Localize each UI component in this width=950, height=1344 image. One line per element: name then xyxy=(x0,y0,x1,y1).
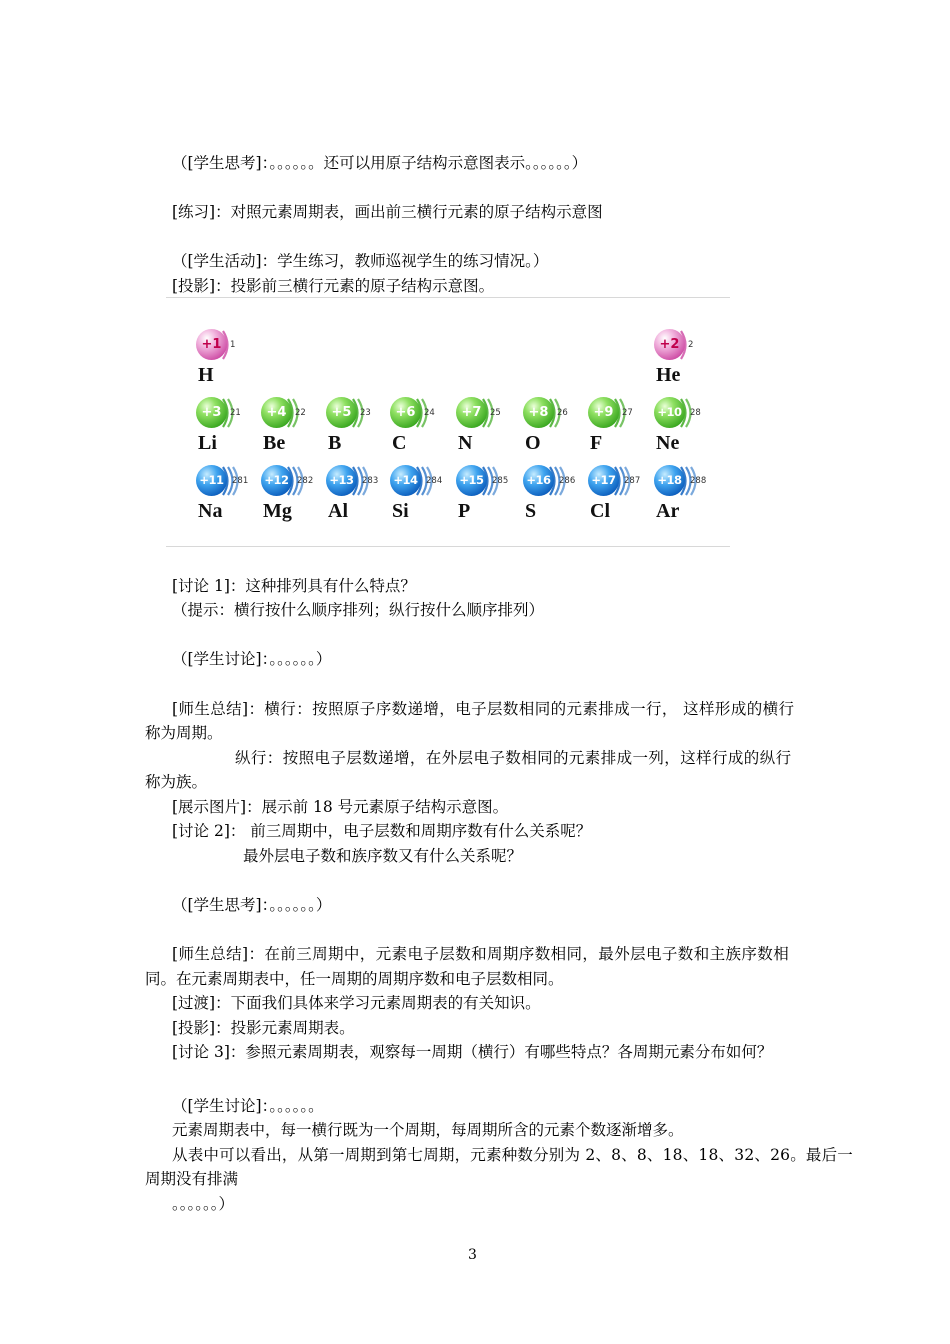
element-symbol: O xyxy=(525,432,541,454)
element-symbol: C xyxy=(392,432,407,454)
nucleus xyxy=(261,465,292,496)
atom-si xyxy=(390,465,452,533)
paragraph: 。。。。。。） xyxy=(172,1195,235,1213)
shell-electron-counts: 285 xyxy=(492,476,509,486)
nucleus xyxy=(456,397,487,428)
shell-electron-counts: 24 xyxy=(424,408,435,418)
shell-electron-counts: 286 xyxy=(559,476,576,486)
nuclear-charge: +15 xyxy=(459,473,484,487)
nucleus xyxy=(588,465,619,496)
nuclear-charge: +2 xyxy=(659,337,680,352)
shell-electron-counts: 22 xyxy=(295,408,306,418)
atom-he xyxy=(654,329,716,397)
paragraph: [讨论 3]：参照元素周期表，观察每一周期（横行）有哪些特点？各周期元素分布如何？ xyxy=(172,1043,773,1061)
paragraph: [师生总结]：在前三周期中，元素电子层数和周期序数相同，最外层电子数和主族序数相 xyxy=(172,945,790,963)
nucleus xyxy=(390,465,421,496)
atom-mg xyxy=(261,465,323,533)
paragraph: 从表中可以看出，从第一周期到第七周期，元素种数分别为 2、8、8、18、18、32、26。最后一 xyxy=(172,1146,854,1164)
shell-electron-counts: 284 xyxy=(426,476,443,486)
nuclear-charge: +4 xyxy=(266,405,287,420)
nuclear-charge: +18 xyxy=(657,473,682,487)
nuclear-charge: +1 xyxy=(201,337,222,352)
atom-li xyxy=(196,397,258,465)
nucleus xyxy=(326,465,357,496)
page-number: 3 xyxy=(468,1247,477,1263)
nucleus xyxy=(196,465,227,496)
atom-f xyxy=(588,397,650,465)
element-symbol: S xyxy=(525,500,537,522)
element-symbol: He xyxy=(656,364,681,386)
paragraph: （[学生思考]：。。。。。。） xyxy=(172,896,332,914)
atom-n xyxy=(456,397,518,465)
element-symbol: H xyxy=(198,364,214,386)
nucleus xyxy=(456,465,487,496)
atom-b xyxy=(326,397,388,465)
paragraph: 称为族。 xyxy=(145,773,208,791)
atom-ar xyxy=(654,465,716,533)
nuclear-charge: +10 xyxy=(657,405,682,419)
nucleus xyxy=(523,397,554,428)
atom-al xyxy=(326,465,388,533)
paragraph: [过渡]：下面我们具体来学习元素周期表的有关知识。 xyxy=(172,994,541,1012)
paragraph: 称为周期。 xyxy=(145,724,223,742)
element-symbol: Ar xyxy=(656,500,680,522)
paragraph: （[学生讨论]：。。。。。。） xyxy=(172,650,332,668)
element-symbol: B xyxy=(328,432,342,454)
atom-cl xyxy=(588,465,650,533)
nuclear-charge: +7 xyxy=(461,405,482,420)
atom-o xyxy=(523,397,585,465)
paragraph: 纵行：按照电子层数递增，在外层电子数相同的元素排成一列，这样行成的纵行 xyxy=(235,749,792,767)
nucleus xyxy=(588,397,619,428)
nucleus xyxy=(390,397,421,428)
element-symbol: Cl xyxy=(590,500,610,522)
shell-electron-counts: 287 xyxy=(624,476,641,486)
paragraph: 同。在元素周期表中，任一周期的周期序数和电子层数相同。 xyxy=(145,970,564,988)
nuclear-charge: +14 xyxy=(393,473,418,487)
element-symbol: Al xyxy=(328,500,348,522)
shell-electron-counts: 21 xyxy=(230,408,241,418)
shell-electron-counts: 282 xyxy=(297,476,314,486)
element-symbol: Na xyxy=(198,500,223,522)
nucleus xyxy=(654,465,685,496)
shell-electron-counts: 281 xyxy=(232,476,249,486)
nuclear-charge: +8 xyxy=(528,405,549,420)
shell-electron-counts: 283 xyxy=(362,476,379,486)
paragraph: （[学生思考]：。。。。。。还可以用原子结构示意图表示。。。。。。） xyxy=(172,154,588,172)
paragraph: [投影]：投影元素周期表。 xyxy=(172,1019,355,1037)
shell-electron-counts: 2 xyxy=(688,340,694,350)
nucleus xyxy=(654,397,685,428)
element-symbol: P xyxy=(458,500,471,522)
shell-electron-counts: 28 xyxy=(690,408,701,418)
nuclear-charge: +13 xyxy=(329,473,354,487)
figure-top-rule xyxy=(166,297,730,298)
atomic-structure-figure xyxy=(166,297,730,547)
element-symbol: Si xyxy=(392,500,409,522)
nuclear-charge: +11 xyxy=(199,473,224,487)
shell-electron-counts: 1 xyxy=(230,340,236,350)
nucleus xyxy=(523,465,554,496)
nucleus xyxy=(196,397,227,428)
paragraph: [师生总结]：横行：按照原子序数递增，电子层数相同的元素排成一行， 这样形成的横行 xyxy=(172,700,795,718)
paragraph: （提示：横行按什么顺序排列；纵行按什么顺序排列） xyxy=(172,601,545,619)
paragraph: [讨论 1]：这种排列具有什么特点？ xyxy=(172,577,416,595)
figure-bottom-rule xyxy=(166,546,730,547)
element-symbol: F xyxy=(590,432,603,454)
atom-na xyxy=(196,465,258,533)
nuclear-charge: +16 xyxy=(526,473,551,487)
nuclear-charge: +6 xyxy=(395,405,416,420)
nuclear-charge: +3 xyxy=(201,405,222,420)
atom-p xyxy=(456,465,518,533)
paragraph: 最外层电子数和族序数又有什么关系呢？ xyxy=(243,847,523,865)
nuclear-charge: +5 xyxy=(331,405,352,420)
nucleus xyxy=(196,329,227,360)
element-symbol: N xyxy=(458,432,473,454)
paragraph: （[学生活动]：学生练习，教师巡视学生的练习情况。） xyxy=(172,252,549,270)
nuclear-charge: +9 xyxy=(593,405,614,420)
atom-be xyxy=(261,397,323,465)
paragraph: 周期没有排满 xyxy=(145,1170,239,1188)
nuclear-charge: +17 xyxy=(591,473,616,487)
shell-electron-counts: 25 xyxy=(490,408,501,418)
atom-s xyxy=(523,465,585,533)
paragraph: 元素周期表中，每一横行既为一个周期，每周期所含的元素个数逐渐增多。 xyxy=(172,1121,684,1139)
shell-electron-counts: 288 xyxy=(690,476,707,486)
atom-c xyxy=(390,397,452,465)
shell-electron-counts: 26 xyxy=(557,408,568,418)
paragraph: [投影]：投影前三横行元素的原子结构示意图。 xyxy=(172,277,495,295)
paragraph: [练习]：对照元素周期表，画出前三横行元素的原子结构示意图 xyxy=(172,203,603,221)
nucleus xyxy=(654,329,685,360)
atom-ne xyxy=(654,397,716,465)
shell-electron-counts: 23 xyxy=(360,408,371,418)
paragraph: [讨论 2]： 前三周期中，电子层数和周期序数有什么关系呢？ xyxy=(172,822,592,840)
element-symbol: Ne xyxy=(656,432,680,454)
paragraph: （[学生讨论]：。。。。。。 xyxy=(172,1097,324,1115)
nucleus xyxy=(261,397,292,428)
atom-h xyxy=(196,329,258,397)
element-symbol: Be xyxy=(263,432,286,454)
paragraph: [展示图片]：展示前 18 号元素原子结构示意图。 xyxy=(172,798,509,816)
element-symbol: Mg xyxy=(263,500,292,522)
nucleus xyxy=(326,397,357,428)
nuclear-charge: +12 xyxy=(264,473,289,487)
element-symbol: Li xyxy=(198,432,217,454)
shell-electron-counts: 27 xyxy=(622,408,633,418)
